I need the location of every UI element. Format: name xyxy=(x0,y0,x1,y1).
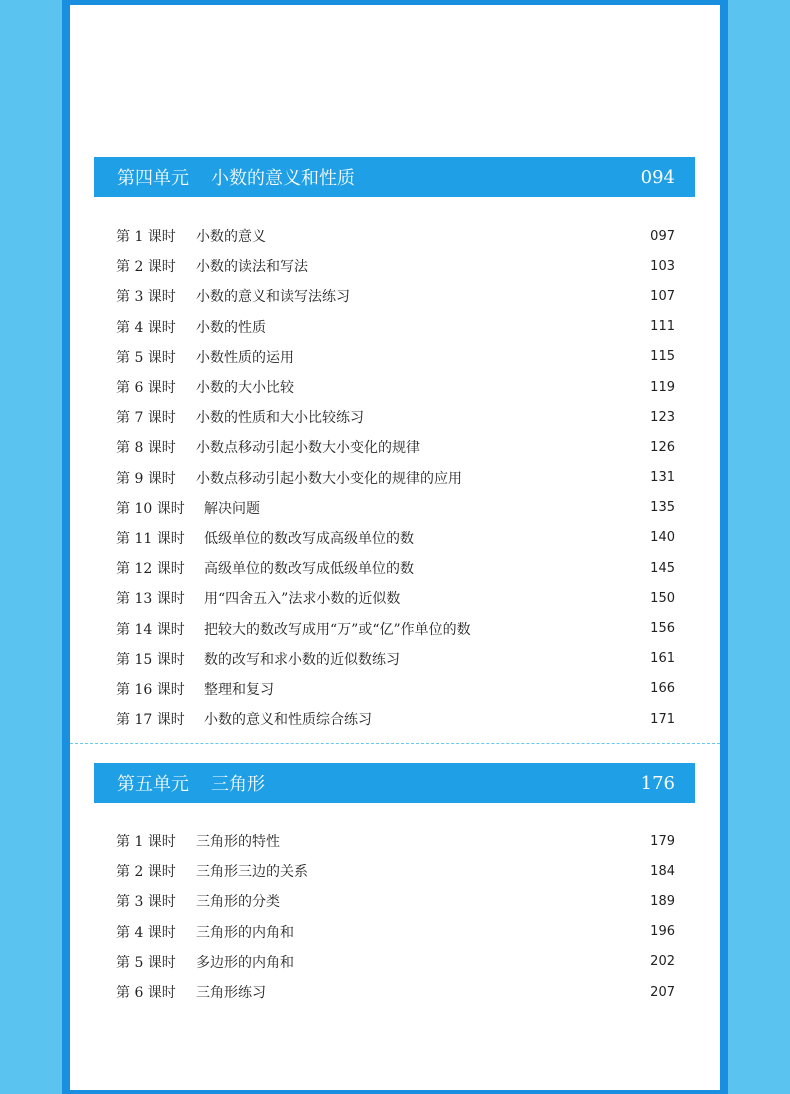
lesson-page: 119 xyxy=(650,379,675,395)
lesson-title: 小数的读法和写法 xyxy=(196,259,308,276)
lesson-title: 三角形的内角和 xyxy=(196,924,294,941)
toc-row[interactable] xyxy=(116,704,675,734)
toc-row[interactable] xyxy=(116,402,675,432)
toc-row[interactable] xyxy=(116,372,675,402)
unit-header-5[interactable] xyxy=(94,763,695,803)
lesson-page: 202 xyxy=(650,954,675,970)
toc-row[interactable] xyxy=(116,463,675,493)
lesson-title: 把较大的数改写成用“万”或“亿”作单位的数 xyxy=(204,621,471,638)
lesson-number: 第 13 课时 xyxy=(116,591,185,608)
lesson-title: 小数性质的运用 xyxy=(196,349,294,366)
lesson-page: 184 xyxy=(650,863,675,879)
lesson-number: 第 5 课时 xyxy=(116,954,176,971)
unit-page: 094 xyxy=(640,166,675,188)
toc-row[interactable] xyxy=(116,826,675,856)
toc-row[interactable] xyxy=(116,281,675,311)
page-frame xyxy=(62,0,728,1094)
lesson-title: 小数的性质和大小比较练习 xyxy=(196,410,364,427)
toc-row[interactable] xyxy=(116,644,675,674)
unit-header-4[interactable] xyxy=(94,157,695,197)
lesson-title: 三角形练习 xyxy=(196,985,266,1002)
lesson-list-unit-4 xyxy=(116,221,675,734)
lesson-number: 第 4 课时 xyxy=(116,924,176,941)
toc-row[interactable] xyxy=(116,342,675,372)
toc-row[interactable] xyxy=(116,553,675,583)
unit-title xyxy=(117,164,355,190)
lesson-page: 150 xyxy=(650,590,675,606)
lesson-page: 115 xyxy=(650,349,675,365)
toc-row[interactable] xyxy=(116,432,675,462)
lesson-title: 小数的意义 xyxy=(196,229,266,246)
toc-row[interactable] xyxy=(116,856,675,886)
lesson-number: 第 15 课时 xyxy=(116,651,185,668)
lesson-title: 低级单位的数改写成高级单位的数 xyxy=(204,530,414,547)
toc-row[interactable] xyxy=(116,977,675,1007)
lesson-number: 第 10 课时 xyxy=(116,500,185,517)
lesson-title: 三角形的分类 xyxy=(196,894,280,911)
lesson-number: 第 5 课时 xyxy=(116,349,176,366)
lesson-page: 161 xyxy=(650,651,675,667)
lesson-page: 156 xyxy=(650,621,675,637)
lesson-page: 189 xyxy=(650,893,675,909)
lesson-number: 第 4 课时 xyxy=(116,319,176,336)
lesson-title: 整理和复习 xyxy=(204,681,274,698)
toc-row[interactable] xyxy=(116,583,675,613)
lesson-title: 三角形的特性 xyxy=(196,834,280,851)
lesson-number: 第 16 课时 xyxy=(116,681,185,698)
unit-title xyxy=(117,770,265,796)
lesson-number: 第 6 课时 xyxy=(116,380,176,397)
unit-page: 176 xyxy=(640,772,675,794)
lesson-page: 097 xyxy=(650,228,675,244)
lesson-number: 第 3 课时 xyxy=(116,894,176,911)
toc-row[interactable] xyxy=(116,251,675,281)
toc-row[interactable] xyxy=(116,917,675,947)
unit-name: 三角形 xyxy=(211,774,265,795)
lesson-number: 第 6 课时 xyxy=(116,985,176,1002)
toc-row[interactable] xyxy=(116,312,675,342)
lesson-page: 207 xyxy=(650,984,675,1000)
lesson-title: 用“四舍五入”法求小数的近似数 xyxy=(204,591,401,608)
lesson-number: 第 3 课时 xyxy=(116,289,176,306)
lesson-page: 171 xyxy=(650,711,675,727)
lesson-page: 123 xyxy=(650,409,675,425)
toc-row[interactable] xyxy=(116,221,675,251)
lesson-title: 高级单位的数改写成低级单位的数 xyxy=(204,561,414,578)
toc-row[interactable] xyxy=(116,613,675,643)
lesson-title: 小数的大小比较 xyxy=(196,380,294,397)
lesson-number: 第 1 课时 xyxy=(116,229,176,246)
lesson-page: 131 xyxy=(650,470,675,486)
lesson-number: 第 17 课时 xyxy=(116,712,185,729)
lesson-number: 第 2 课时 xyxy=(116,864,176,881)
lesson-number: 第 2 课时 xyxy=(116,259,176,276)
lesson-number: 第 9 课时 xyxy=(116,470,176,487)
lesson-title: 小数的性质 xyxy=(196,319,266,336)
lesson-number: 第 11 课时 xyxy=(116,530,185,547)
lesson-title: 数的改写和求小数的近似数练习 xyxy=(204,651,400,668)
unit-name: 小数的意义和性质 xyxy=(211,168,355,189)
toc-sheet xyxy=(70,5,720,1090)
lesson-list-unit-5 xyxy=(116,826,675,1007)
lesson-title: 小数的意义和读写法练习 xyxy=(196,289,350,306)
toc-row[interactable] xyxy=(116,886,675,916)
lesson-page: 111 xyxy=(650,319,675,335)
lesson-number: 第 7 课时 xyxy=(116,410,176,427)
lesson-title: 三角形三边的关系 xyxy=(196,864,308,881)
lesson-page: 140 xyxy=(650,530,675,546)
lesson-page: 135 xyxy=(650,500,675,516)
lesson-number: 第 12 课时 xyxy=(116,561,185,578)
lesson-title: 解决问题 xyxy=(204,500,260,517)
lesson-title: 多边形的内角和 xyxy=(196,954,294,971)
dashed-divider xyxy=(70,743,720,744)
lesson-number: 第 14 课时 xyxy=(116,621,185,638)
toc-row[interactable] xyxy=(116,523,675,553)
lesson-page: 166 xyxy=(650,681,675,697)
lesson-number: 第 8 课时 xyxy=(116,440,176,457)
lesson-page: 103 xyxy=(650,258,675,274)
lesson-page: 107 xyxy=(650,288,675,304)
lesson-page: 145 xyxy=(650,560,675,576)
toc-row[interactable] xyxy=(116,674,675,704)
lesson-title: 小数点移动引起小数大小变化的规律的应用 xyxy=(196,470,462,487)
toc-row[interactable] xyxy=(116,493,675,523)
lesson-page: 179 xyxy=(650,833,675,849)
lesson-number: 第 1 课时 xyxy=(116,834,176,851)
unit-number: 第五单元 xyxy=(117,774,189,795)
lesson-page: 126 xyxy=(650,439,675,455)
lesson-title: 小数的意义和性质综合练习 xyxy=(204,712,372,729)
toc-row[interactable] xyxy=(116,947,675,977)
unit-number: 第四单元 xyxy=(117,168,189,189)
lesson-page: 196 xyxy=(650,924,675,940)
lesson-title: 小数点移动引起小数大小变化的规律 xyxy=(196,440,420,457)
